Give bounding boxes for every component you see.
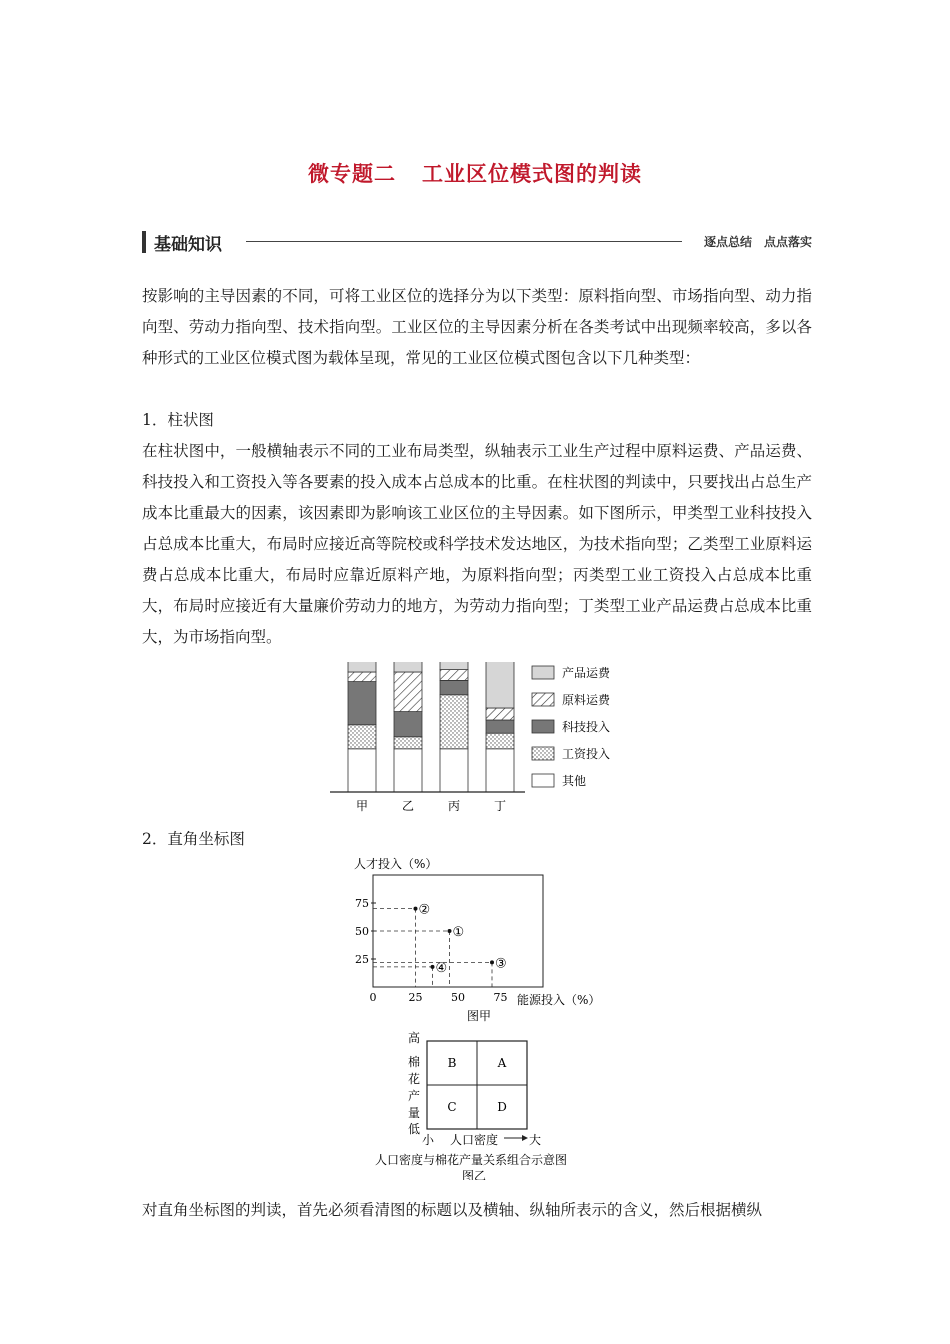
scatter-point xyxy=(414,907,418,911)
bar-segment xyxy=(348,662,376,672)
scatter-ytick: 50 xyxy=(355,925,369,938)
section-subtitle: 逐点总结 点点落实 xyxy=(703,235,812,249)
bar-segment xyxy=(394,662,422,672)
intro-paragraph: 按影响的主导因素的不同，可将工业区位的选择分为以下类型：原料指向型、市场指向型、动力指向型、劳动力指向型、技术指向型。工业区位的主导因素分析在各类考试中出现频率较高，多以各种形式的工业区位模式图为载体呈现，常见的工业区位模式图包含以下几种类型： xyxy=(142,287,812,367)
section-header xyxy=(142,229,812,255)
page-title xyxy=(0,158,950,188)
quad-y-high: 高 xyxy=(408,1031,421,1045)
quad-ylabel-char: 棉 xyxy=(408,1055,421,1069)
scatter-point xyxy=(431,965,435,969)
scatter-chart xyxy=(340,852,640,1027)
bar-segment xyxy=(394,712,422,737)
legend-label: 原料运费 xyxy=(562,693,611,707)
scatter-point xyxy=(490,960,494,964)
bar-segment xyxy=(348,749,376,792)
scatter-point-label: ① xyxy=(452,925,465,940)
bar-segment xyxy=(486,749,514,792)
bar-segment xyxy=(348,682,376,725)
legend-swatch xyxy=(532,747,554,760)
section-divider xyxy=(246,241,682,242)
legend-swatch xyxy=(532,774,554,787)
bar-segment xyxy=(394,672,422,712)
scatter-point-label: ③ xyxy=(495,956,507,972)
quad-y-low: 低 xyxy=(408,1122,421,1136)
bar-segment xyxy=(440,670,468,681)
scatter-point-label: ④ xyxy=(435,960,448,976)
section-marker xyxy=(142,231,146,253)
bar-segment xyxy=(440,662,468,670)
quad-ylabel-char: 产 xyxy=(408,1089,421,1103)
stacked-bar-chart xyxy=(330,662,630,822)
quad-caption: 人口密度与棉花产量关系组合示意图 xyxy=(375,1153,568,1167)
scatter-point-label: ② xyxy=(418,902,431,918)
quad-x-high: 大 xyxy=(529,1133,542,1147)
quad-cell-label: C xyxy=(447,1100,457,1114)
legend-label: 产品运费 xyxy=(562,666,611,680)
legend-label: 科技投入 xyxy=(562,720,611,734)
title-part2: 工业区位模式图的判读 xyxy=(422,162,642,186)
bar-chart-paragraph: 在柱状图中，一般横轴表示不同的工业布局类型，纵轴表示工业生产过程中原料运费、产品运费、科技投入和工资投入等各要素的投入成本占总成本的比重。在柱状图的判读中，只要找出占总生产成本比重最大的因素，该因素即为影响该工业区位的主导因素。如下图所示，甲类型工业科技投入占总成本比重大，布局时应接近高等院校或科学技术发达地区，为技术指向型；乙类型工业原料运费占总成本比重大，布局时应靠近原料产地，为原料指向型；丙类型工业工资投入占总成本比重大，布局时应接近有大量廉价劳动力的地方，为劳动力指向型；丁类型工业产品运费占总成本比重大，为市场指向型。 xyxy=(142,442,812,646)
bar-category-label: 丁 xyxy=(493,799,507,813)
scatter-xtick: 0 xyxy=(369,991,377,1004)
bar-segment xyxy=(440,695,468,749)
quad-cell-label: D xyxy=(497,1100,507,1114)
scatter-xlabel: 能源投入（%） xyxy=(517,993,601,1007)
scatter-ylabel: 人才投入（%） xyxy=(354,857,438,871)
quad-xlabel: 人口密度 xyxy=(450,1133,499,1147)
title-part1: 微专题二 xyxy=(308,162,396,186)
heading-coordinate-chart: 2．直角坐标图 xyxy=(142,830,245,848)
quad-cell-label: A xyxy=(497,1056,507,1070)
bar-segment xyxy=(486,733,514,749)
bar-segment xyxy=(440,749,468,792)
bar-segment xyxy=(486,708,514,720)
quad-ylabel-char: 花 xyxy=(408,1072,421,1086)
quad-ylabel-char: 量 xyxy=(408,1106,421,1120)
scatter-caption: 图甲 xyxy=(467,1009,492,1023)
legend-label: 其他 xyxy=(562,774,587,788)
bar-segment xyxy=(348,725,376,749)
heading-bar-chart: 1．柱状图 xyxy=(142,411,214,429)
legend-swatch xyxy=(532,720,554,733)
scatter-xtick: 50 xyxy=(451,991,465,1004)
bar-segment xyxy=(486,662,514,708)
bar-segment xyxy=(394,749,422,792)
scatter-point xyxy=(448,929,452,933)
bar-category-label: 甲 xyxy=(355,799,369,813)
scatter-xtick: 25 xyxy=(408,991,423,1004)
quad-caption2: 图乙 xyxy=(462,1169,487,1180)
section-label: 基础知识 xyxy=(154,235,222,255)
scatter-ytick: 25 xyxy=(355,953,369,966)
bar-segment xyxy=(394,737,422,749)
scatter-ytick: 75 xyxy=(355,897,369,910)
legend-swatch xyxy=(532,666,554,679)
bar-segment xyxy=(348,672,376,682)
bar-category-label: 丙 xyxy=(447,799,461,813)
closing-paragraph: 对直角坐标图的判读，首先必须看清图的标题以及横轴、纵轴所表示的含义，然后根据横纵 xyxy=(142,1201,763,1219)
bar-segment xyxy=(486,720,514,733)
legend-swatch xyxy=(532,693,554,706)
bar-category-label: 乙 xyxy=(401,799,415,813)
bar-segment xyxy=(440,680,468,694)
quad-arrow-head xyxy=(522,1135,528,1141)
scatter-xtick: 75 xyxy=(493,991,508,1004)
quadrant-diagram xyxy=(370,1030,600,1180)
legend-label: 工资投入 xyxy=(562,747,611,761)
quad-x-low: 小 xyxy=(422,1133,435,1147)
quad-cell-label: B xyxy=(447,1056,457,1070)
